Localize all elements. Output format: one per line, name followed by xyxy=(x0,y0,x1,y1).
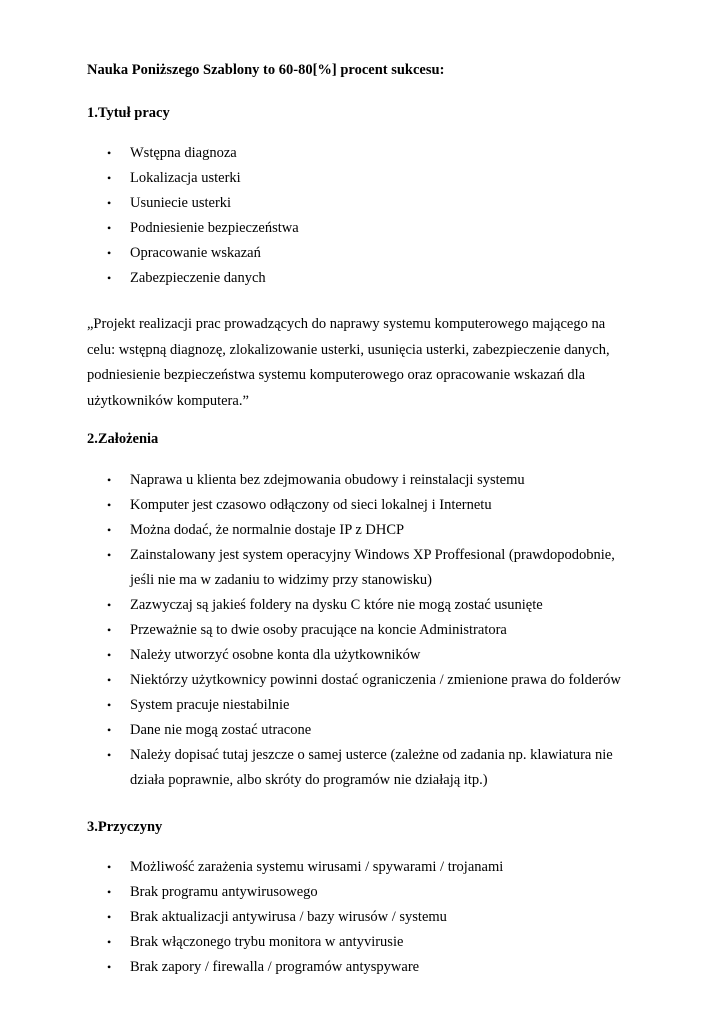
document-title: Nauka Poniższego Szablony to 60-80[%] procent sukcesu: xyxy=(87,62,445,78)
list-item: • Zazwyczaj są jakieś foldery na dysku C które nie mogą zostać usunięte xyxy=(0,593,650,618)
section-1-list xyxy=(0,141,650,291)
bullet-icon: • xyxy=(107,723,112,737)
bullet-icon: • xyxy=(107,498,112,512)
list-item: • Naprawa u klienta bez zdejmowania obudowy i reinstalacji systemu xyxy=(0,468,650,493)
list-item: • Można dodać, że normalnie dostaje IP z DHCP xyxy=(0,518,650,543)
list-item: • Niektórzy użytkownicy powinni dostać ograniczenia / zmienione prawa do folderów xyxy=(0,668,650,693)
list-item: • Należy utworzyć osobne konta dla użytkowników xyxy=(0,643,650,668)
list-item: • Zabezpieczenie danych xyxy=(0,266,650,291)
paragraph-line: celu: wstępną diagnozę, zlokalizowanie usterki, usunięcia usterki, zabezpieczenie danych, xyxy=(87,341,610,358)
bullet-icon: • xyxy=(107,748,112,762)
list-item: • Brak zapory / firewalla / programów antyspyware xyxy=(0,955,650,980)
list-item: • Wstępna diagnoza xyxy=(0,141,650,166)
bullet-icon: • xyxy=(107,698,112,712)
bullet-icon: • xyxy=(107,648,112,662)
bullet-icon: • xyxy=(107,271,112,285)
bullet-icon: • xyxy=(107,171,112,185)
list-item: • Lokalizacja usterki xyxy=(0,166,650,191)
list-item: • Usuniecie usterki xyxy=(0,191,650,216)
section-1-paragraph xyxy=(87,312,647,414)
list-item: • Przeważnie są to dwie osoby pracujące na koncie Administratora xyxy=(0,618,650,643)
list-item: • Podniesienie bezpieczeństwa xyxy=(0,216,650,241)
list-item: • System pracuje niestabilnie xyxy=(0,693,650,718)
bullet-icon: • xyxy=(107,935,112,949)
bullet-icon: • xyxy=(107,598,112,612)
list-item: • Brak włączonego trybu monitora w antyvirusie xyxy=(0,930,650,955)
bullet-icon: • xyxy=(107,196,112,210)
list-item: • Brak programu antywirusowego xyxy=(0,880,650,905)
bullet-icon: • xyxy=(107,221,112,235)
bullet-icon: • xyxy=(107,146,112,160)
section-2-list xyxy=(0,468,650,793)
bullet-icon: • xyxy=(107,523,112,537)
paragraph-line: podniesienie bezpieczeństwa systemu komputerowego oraz opracowanie wskazań dla xyxy=(87,367,586,383)
bullet-icon: • xyxy=(107,246,112,260)
paragraph-line: użytkowników komputera.” xyxy=(87,392,249,409)
bullet-icon: • xyxy=(107,860,112,874)
list-item: • Brak aktualizacji antywirusa / bazy wirusów / systemu xyxy=(0,905,650,930)
list-item: • Zainstalowany jest system operacyjny Windows XP Proffesional (prawdopodobnie, jeśli nie ma w zadaniu to widzimy przy stanowisku) xyxy=(0,543,650,593)
section-3-heading: 3.Przyczyny xyxy=(87,819,163,835)
list-item: • Możliwość zarażenia systemu wirusami / spywarami / trojanami xyxy=(0,855,650,880)
list-item: • Komputer jest czasowo odłączony od sieci lokalnej i Internetu xyxy=(0,493,650,518)
bullet-icon: • xyxy=(107,548,112,562)
bullet-icon: • xyxy=(107,960,112,974)
section-3-list xyxy=(0,855,650,980)
bullet-icon: • xyxy=(107,673,112,687)
bullet-icon: • xyxy=(107,910,112,924)
paragraph-line: „Projekt realizacji prac prowadzących do naprawy systemu komputerowego mającego na xyxy=(87,316,606,332)
list-item: • Dane nie mogą zostać utracone xyxy=(0,718,650,743)
bullet-icon: • xyxy=(107,885,112,899)
bullet-icon: • xyxy=(107,473,112,487)
bullet-icon: • xyxy=(107,623,112,637)
list-item: • Opracowanie wskazań xyxy=(0,241,650,266)
list-item: • Należy dopisać tutaj jeszcze o samej usterce (zależne od zadania np. klawiatura nie działa poprawnie, albo skróty do programów nie działają itp.) xyxy=(0,743,650,793)
section-1-heading: 1.Tytuł pracy xyxy=(87,105,170,121)
section-2-heading: 2.Założenia xyxy=(87,431,159,447)
